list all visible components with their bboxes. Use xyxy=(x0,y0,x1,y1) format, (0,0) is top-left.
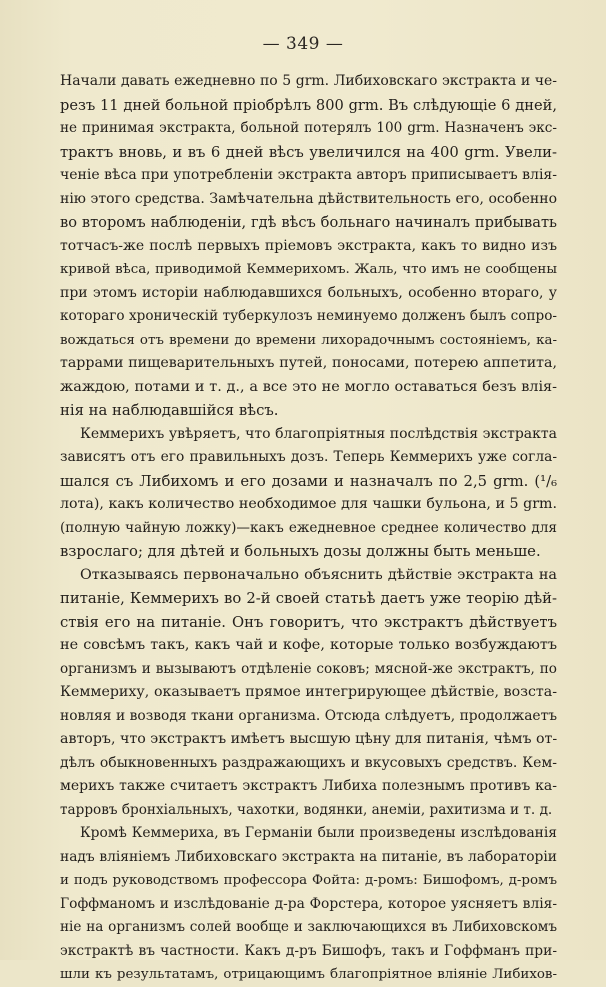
text-line: надъ вліяніемъ Либиховскаго экстракта на питаніе, въ лабораторіи xyxy=(60,848,557,865)
text-line: и подъ руководствомъ профессора Фойта: д-ромъ: Бишофомъ, д-ромъ xyxy=(60,873,557,888)
text-line: вождаться отъ времени до времени лихорадочнымъ состояніемъ, ка- xyxy=(60,332,557,348)
text-line: шался съ Либихомъ и его дозами и назначалъ по 2,5 grm. (¹/₆ xyxy=(60,472,557,490)
text-line: дѣлъ обыкновенныхъ раздражающихъ и вкусовыхъ средствъ. Кем- xyxy=(60,754,557,771)
text-line: кривой вѣса, приводимой Кеммерихомъ. Жаль, что имъ не сообщены xyxy=(60,262,557,277)
text-line: Отказываясь первоначально объяснить дѣйствіе экстракта на xyxy=(80,566,557,583)
text-line: ніе на организмъ солей вообще и заключающихся въ Либиховскомъ xyxy=(60,919,557,935)
text-line: Кеммериху, оказываетъ прямое интегрирующее дѣйствіе, возста- xyxy=(60,684,557,700)
text-line: не принимая экстракта, больной потерялъ 100 grm. Назначенъ экс- xyxy=(60,120,557,136)
text-line: таррами пищеварительныхъ путей, поносами, потерею аппетита, xyxy=(60,355,557,371)
text-line: взрослаго; для дѣтей и больныхъ дозы должны быть меньше. xyxy=(60,543,541,560)
text-line: тарровъ бронхіальныхъ, чахотки, водянки, анеміи, рахитизма и т. д. xyxy=(60,801,553,818)
text-line: ченіе вѣса при употребленіи экстракта авторъ приписываетъ влія- xyxy=(60,167,557,183)
page-number: — 349 — xyxy=(262,34,344,54)
text-line: при этомъ исторіи наблюдавшихся больныхъ, особенно втораго, у xyxy=(60,284,557,301)
text-line: лота), какъ количество необходимое для чашки бульона, и 5 grm. xyxy=(60,496,557,512)
text-line: Кромѣ Кеммериха, въ Германіи были произведены изслѣдованія xyxy=(80,825,557,841)
text-line: нія на наблюдавшійся вѣсъ. xyxy=(60,402,279,419)
text-line: питаніе, Кеммерихъ во 2-й своей статьѣ даетъ уже теорію дѣй- xyxy=(60,590,557,607)
text-line: организмъ и вызываютъ отдѣленіе соковъ; мясной-же экстрактъ, по xyxy=(60,660,557,677)
text-line: Кеммерихъ увѣряетъ, что благопріятныя послѣдствія экстракта xyxy=(80,425,557,442)
body-text xyxy=(60,70,557,987)
text-line: зависятъ отъ его правильныхъ дозъ. Теперь Кеммерихъ уже согла- xyxy=(60,449,557,465)
text-line: котораго хроническій туберкулозъ неминуемо долженъ былъ сопро- xyxy=(60,308,557,324)
text-line: нію этого средства. Замѣчательна дѣйствительность его, особенно xyxy=(60,190,557,207)
text-line: (полную чайную ложку)—какъ ежедневное среднее количество для xyxy=(60,519,557,536)
text-line: мерихъ также считаетъ экстрактъ Либиха полезнымъ противъ ка- xyxy=(60,778,557,794)
text-line: Гоффманомъ и изслѣдованіе д-ра Форстера, которое уясняетъ влія- xyxy=(60,895,557,912)
text-line: трактъ вновь, и въ 6 дней вѣсъ увеличился на 400 grm. Увели- xyxy=(60,143,557,161)
text-line: авторъ, что экстрактъ имѣетъ высшую цѣну для питанія, чѣмъ от- xyxy=(60,731,557,747)
text-line: жаждою, потами и т. д., а все это не могло оставаться безъ влія- xyxy=(60,378,557,395)
text-line: шли къ результатамъ, отрицающимъ благопріятное вліяніе Либихов- xyxy=(60,967,557,982)
text-line: резъ 11 дней больной пріобрѣлъ 800 grm. Въ слѣдующіе 6 дней, xyxy=(60,96,557,114)
text-line: Начали давать ежедневно по 5 grm. Либиховскаго экстракта и че- xyxy=(60,73,557,89)
text-line: новляя и возводя ткани организма. Отсюда слѣдуетъ, продолжаетъ xyxy=(60,707,557,724)
text-line: во второмъ наблюденіи, гдѣ вѣсъ больнаго начиналъ прибывать xyxy=(60,214,557,231)
text-line: экстрактѣ въ частности. Какъ д-ръ Бишофъ, такъ и Гоффманъ при- xyxy=(60,942,557,959)
text-line: тотчасъ-же послѣ первыхъ пріемовъ экстракта, какъ то видно изъ xyxy=(60,237,557,254)
text-line: не совсѣмъ такъ, какъ чай и кофе, которые только возбуждаютъ xyxy=(60,637,557,653)
text-line: ствія его на питаніе. Онъ говоритъ, что экстрактъ дѣйствуетъ xyxy=(60,613,557,631)
